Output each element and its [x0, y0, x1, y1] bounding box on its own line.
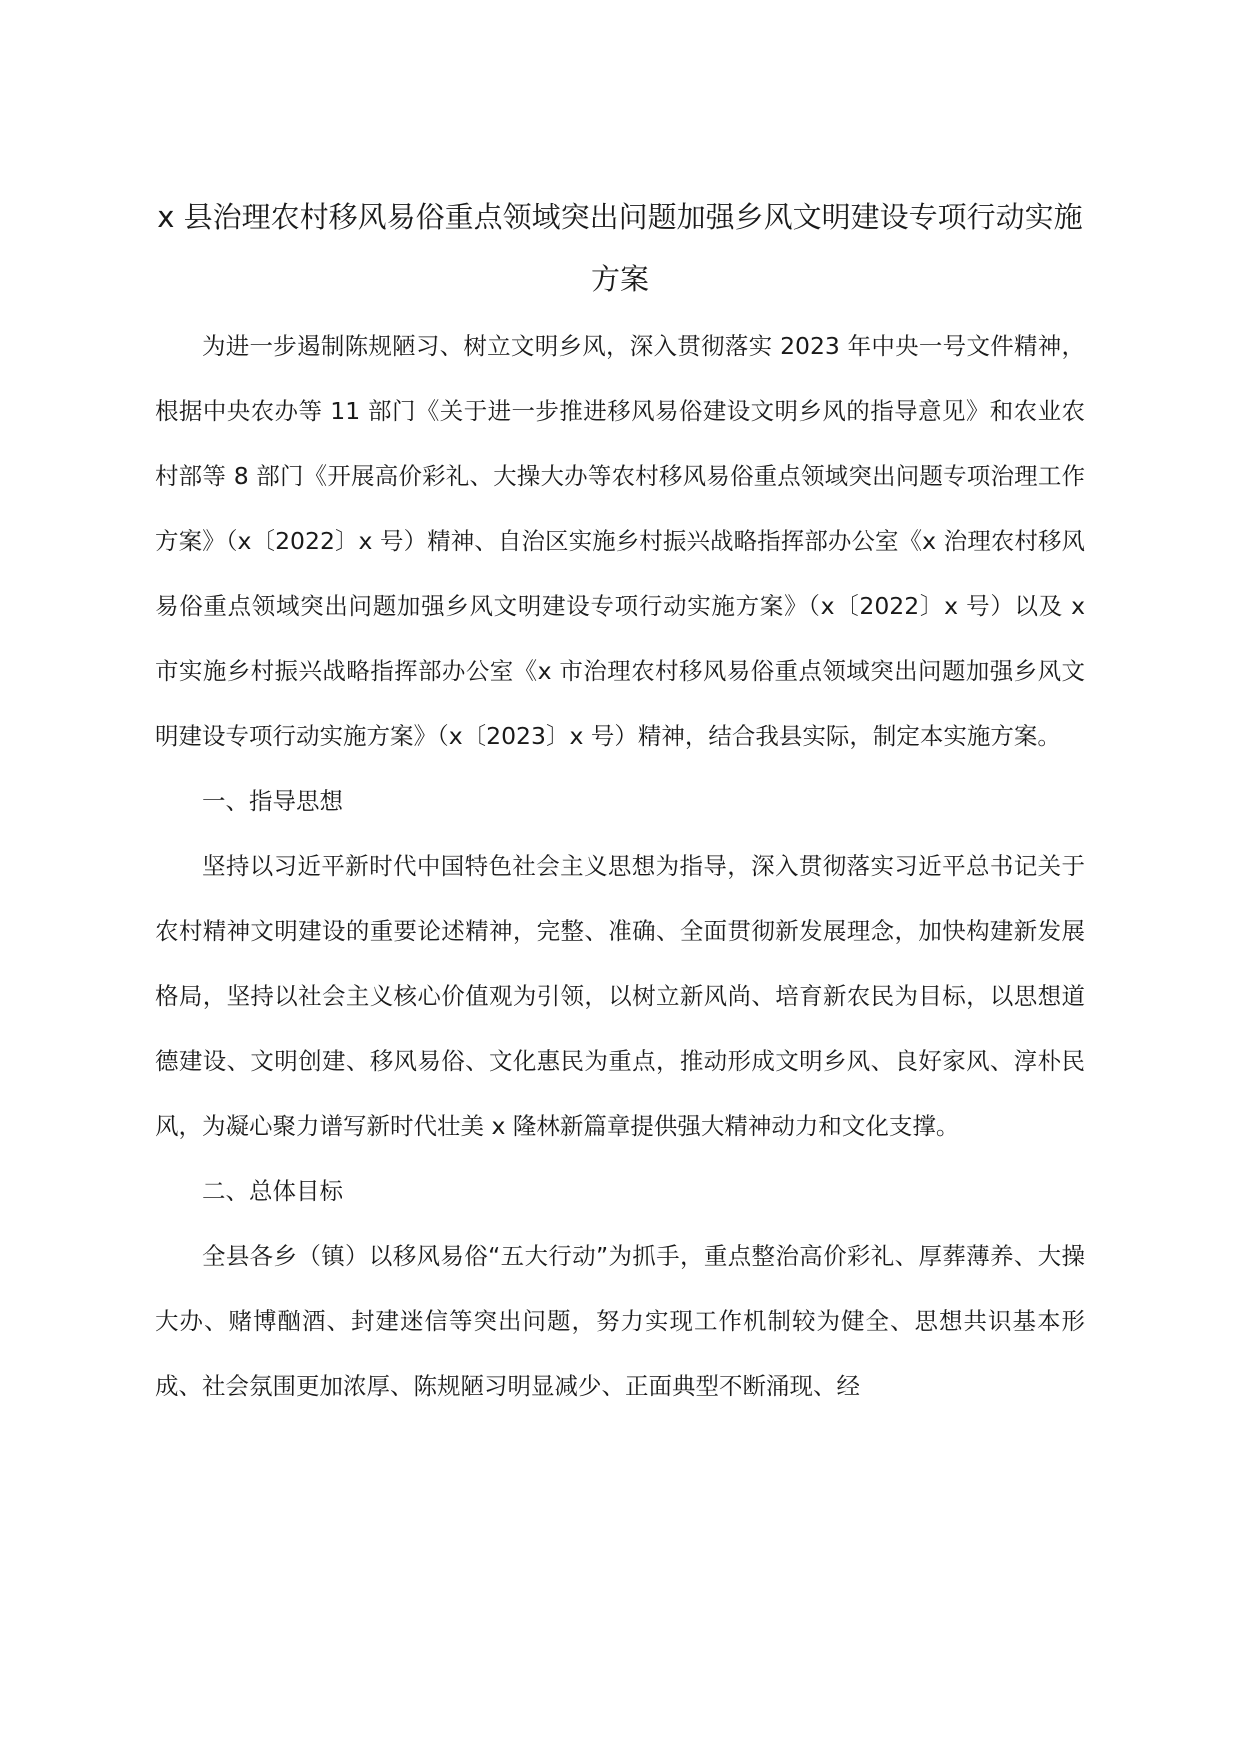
- document-body: [155, 186, 1085, 1419]
- document-title: x 县治理农村移风易俗重点领域突出问题加强乡风文明建设专项行动实施方案: [157, 200, 1083, 296]
- section-body-overall-goals: 全县各乡（镇）以移风易俗“五大行动”为抓手，重点整治高价彩礼、厚葬薄养、大操大办、赌博酗酒、封建迷信等突出问题，努力实现工作机制较为健全、思想共识基本形成、社会氛围更加浓厚、陈规陋习明显减少、正面典型不断涌现、经: [155, 1242, 1085, 1400]
- section-heading-guiding-ideology: 一、指导思想: [202, 787, 343, 815]
- intro-paragraph: 为进一步遏制陈规陋习、树立文明乡风，深入贯彻落实 2023 年中央一号文件精神，根据中央农办等 11 部门《关于进一步推进移风易俗建设文明乡风的指导意见》和农业农村部等 8 部门《开展高价彩礼、大操大办等农村移风易俗重点领域突出问题专项治理工作方案》（x〔2022〕x 号）精神、自治区实施乡村振兴战略指挥部办公室《x 治理农村移风易俗重点领域突出问题加强乡风文明建设专项行动实施方案》（x〔2022〕x 号）以及 x 市实施乡村振兴战略指挥部办公室《x 市治理农村移风易俗重点领域突出问题加强乡风文明建设专项行动实施方案》（x〔2023〕x 号）精神，结合我县实际，制定本实施方案。: [155, 332, 1085, 750]
- section-heading-overall-goals: 二、总体目标: [202, 1177, 343, 1205]
- section-body-guiding-ideology: 坚持以习近平新时代中国特色社会主义思想为指导，深入贯彻落实习近平总书记关于农村精神文明建设的重要论述精神，完整、准确、全面贯彻新发展理念，加快构建新发展格局，坚持以社会主义核心价值观为引领，以树立新风尚、培育新农民为目标，以思想道德建设、文明创建、移风易俗、文化惠民为重点，推动形成文明乡风、良好家风、淳朴民风，为凝心聚力谱写新时代壮美 x 隆林新篇章提供强大精神动力和文化支撑。: [155, 852, 1085, 1140]
